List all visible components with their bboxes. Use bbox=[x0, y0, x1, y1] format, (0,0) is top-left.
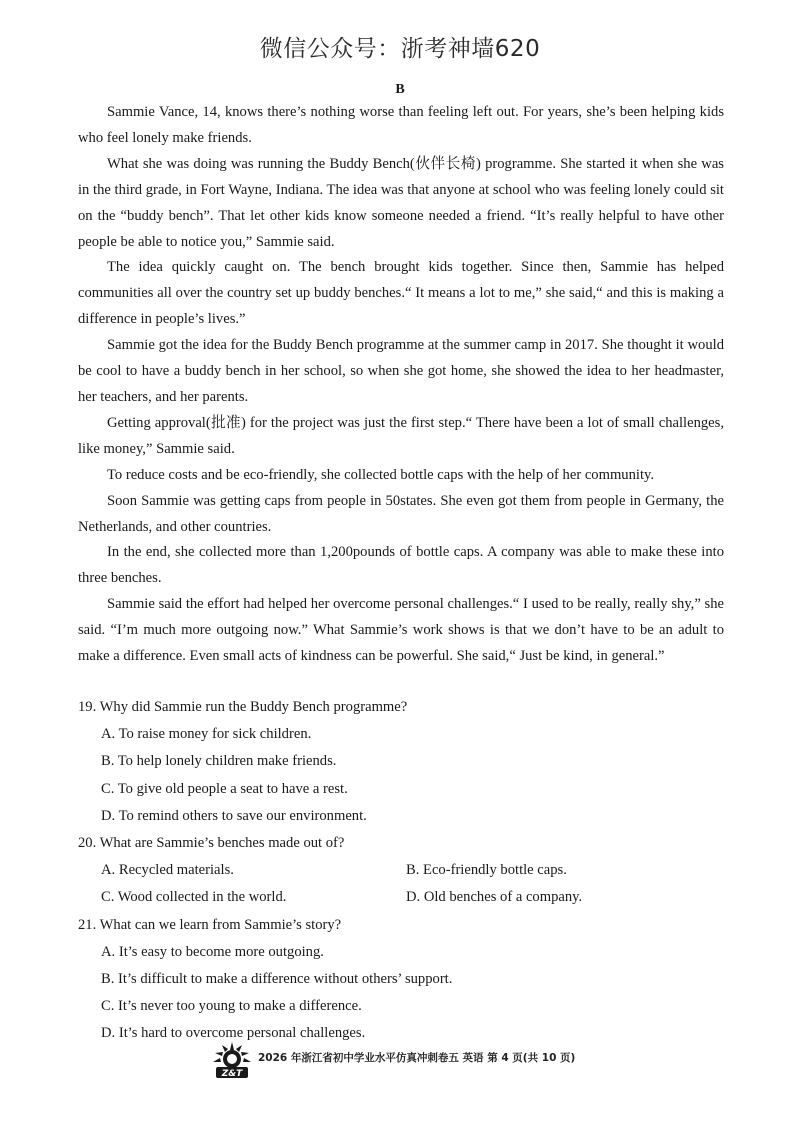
passage-paragraph-7: Soon Sammie was getting caps from people in 50states. She even got them from people in Germany, the Netherlands, and other countries. bbox=[78, 492, 724, 535]
passage-paragraph-9: Sammie said the effort had helped her overcome personal challenges.“ I used to be really, really shy,” she said. “I’m much more outgoing now.” What Sammie’s work shows is that we don’t have to be an adult to make a difference. Even small acts of kindness can be powerful. She said,“ Just be kind, in general.” bbox=[78, 596, 724, 665]
option-d: D. It’s hard to overcome personal challenges. bbox=[101, 1025, 366, 1042]
passage-paragraph-4: Sammie got the idea for the Buddy Bench programme at the summer camp in 2017. She thought it would be cool to have a buddy bench in her school, so when she got home, she showed the idea to her headmaster, her teachers, and her parents. bbox=[78, 337, 724, 405]
passage-paragraph-1: Sammie Vance, 14, knows there’s nothing worse than feeling left out. For years, she’s been helping kids who feel lonely make friends. bbox=[78, 104, 724, 146]
passage-paragraph-8: In the end, she collected more than 1,200pounds of bottle caps. A company was able to make these into three benches. bbox=[78, 544, 724, 587]
option-b: B. It’s difficult to make a difference without others’ support. bbox=[101, 971, 453, 988]
section-label: B bbox=[395, 82, 405, 97]
question-list bbox=[78, 694, 724, 1048]
page-footer bbox=[0, 1040, 800, 1080]
option-a: A. To raise money for sick children. bbox=[101, 726, 312, 743]
question-stem: 20. What are Sammie’s benches made out of? bbox=[78, 835, 345, 852]
option-a: A. Recycled materials. bbox=[101, 862, 234, 879]
option-list bbox=[78, 857, 724, 911]
question-stem: 19. Why did Sammie run the Buddy Bench programme? bbox=[78, 699, 408, 715]
option-b: B. Eco-friendly bottle caps. bbox=[406, 862, 567, 879]
reading-passage bbox=[78, 100, 724, 670]
question-stem: 21. What can we learn from Sammie’s story? bbox=[78, 916, 342, 933]
option-c: C. To give old people a seat to have a rest. bbox=[101, 780, 348, 797]
option-a: A. It’s easy to become more outgoing. bbox=[101, 943, 324, 960]
option-list bbox=[78, 721, 724, 830]
option-c: C. Wood collected in the world. bbox=[101, 889, 287, 906]
passage-paragraph-5: Getting approval(批准) for the project was just the first step.“ There have been a lot of small challenges, like money,” Sammie said. bbox=[78, 414, 724, 457]
passage-paragraph-2: What she was doing was running the Buddy Bench(伙伴长椅) programme. She started it when she was in the third grade, in Fort Wayne, Indiana. The idea was that anyone at school who was feeling lonely could sit on the “buddy bench”. That let other kids know someone needed a friend. “It’s really helpful to have other people be able to notice you,” Sammie said. bbox=[78, 155, 724, 250]
publisher-logo-icon bbox=[210, 1040, 254, 1080]
question-21 bbox=[78, 912, 724, 1048]
option-b: B. To help lonely children make friends. bbox=[101, 753, 337, 770]
footer-page-info: 2026 年浙江省初中学业水平仿真冲刺卷五 英语 第 4 页(共 10 页) bbox=[258, 1052, 576, 1064]
option-list bbox=[78, 939, 724, 1048]
passage-paragraph-3: The idea quickly caught on. The bench brought kids together. Since then, Sammie has helped communities all over the country set up buddy benches.“ It means a lot to me,” she said,“ and this is making a difference in people’s lives.” bbox=[78, 259, 724, 328]
option-c: C. It’s never too young to make a difference. bbox=[101, 998, 362, 1015]
option-d: D. To remind others to save our environment. bbox=[101, 807, 367, 824]
question-19 bbox=[78, 694, 724, 830]
passage-paragraph-6: To reduce costs and be eco-friendly, she collected bottle caps with the help of her community. bbox=[107, 466, 655, 483]
watermark-text: 微信公众号：浙考神墙620 bbox=[259, 36, 541, 62]
option-d: D. Old benches of a company. bbox=[406, 889, 583, 906]
question-20 bbox=[78, 830, 724, 912]
logo-lettering: Z&T bbox=[221, 1069, 243, 1079]
